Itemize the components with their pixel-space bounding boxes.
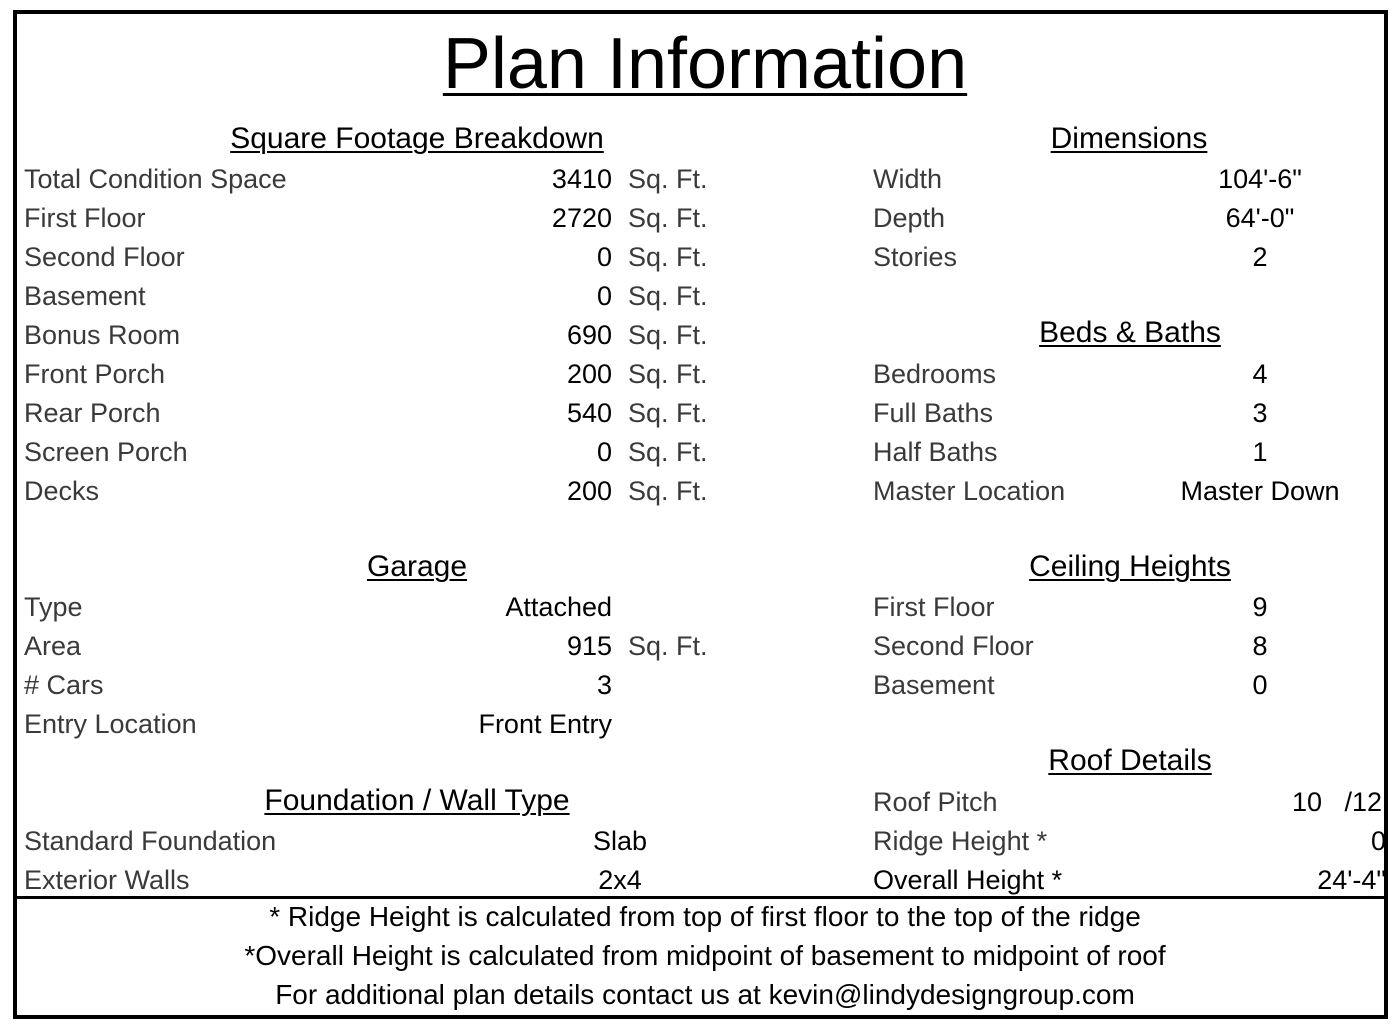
row-label: Decks — [24, 476, 100, 506]
row-value: Front Entry — [478, 709, 612, 739]
row-label: Second Floor — [24, 242, 185, 272]
row-value: 2720 — [551, 203, 612, 233]
foundation-heading: Foundation / Wall Type — [264, 784, 570, 817]
row-value: 200 — [566, 476, 612, 506]
row-unit: Sq. Ft. — [628, 281, 708, 311]
row-unit: Sq. Ft. — [628, 320, 708, 350]
row-value: 3410 — [551, 164, 612, 194]
row-label: Full Baths — [873, 398, 994, 428]
square-footage-heading: Square Footage Breakdown — [230, 122, 604, 155]
row-value: 64'-0" — [1225, 203, 1295, 233]
row-label: # Cars — [24, 670, 104, 700]
row-value: 4 — [1252, 359, 1268, 389]
row-label: Bonus Room — [24, 320, 181, 350]
row-label: Basement — [873, 670, 995, 700]
row-label: Stories — [873, 242, 958, 272]
row-label: Master Location — [873, 476, 1066, 506]
row-label: Total Condition Space — [24, 164, 287, 194]
notes-divider — [13, 896, 1388, 899]
row-value: 200 — [566, 359, 612, 389]
row-value: 3 — [1252, 398, 1268, 428]
row-value: 915 — [566, 631, 612, 661]
row-label: Overall Height * — [873, 865, 1063, 895]
row-label: Screen Porch — [24, 437, 188, 467]
row-value: Master Down — [1180, 476, 1340, 506]
row-label: Exterior Walls — [24, 865, 190, 895]
row-value: 0 — [596, 242, 612, 272]
row-label: Front Porch — [24, 359, 166, 389]
row-unit: Sq. Ft. — [628, 476, 708, 506]
row-label: Width — [873, 164, 943, 194]
row-label: Bedrooms — [873, 359, 997, 389]
page-title: Plan Information — [442, 24, 968, 104]
row-value: 8 — [1252, 631, 1268, 661]
roof-pitch-suffix: /12 — [1344, 787, 1382, 817]
row-value: 2 — [1252, 242, 1268, 272]
row-value: Attached — [505, 592, 612, 622]
row-label: Second Floor — [873, 631, 1034, 661]
row-unit: Sq. Ft. — [628, 398, 708, 428]
row-value: 540 — [566, 398, 612, 428]
row-value: 104'-6" — [1218, 164, 1302, 194]
row-unit: Sq. Ft. — [628, 437, 708, 467]
roof-heading: Roof Details — [1048, 744, 1212, 777]
row-label: First Floor — [873, 592, 995, 622]
row-label: Type — [24, 592, 83, 622]
contact-note: For additional plan details contact us at kevin@lindydesigngroup.com — [275, 979, 1135, 1010]
garage-heading: Garage — [366, 550, 468, 583]
row-label: First Floor — [24, 203, 146, 233]
row-unit: Sq. Ft. — [628, 164, 708, 194]
beds-baths-heading: Beds & Baths — [1039, 316, 1221, 349]
row-label: Standard Foundation — [24, 826, 277, 856]
row-label: Depth — [873, 203, 946, 233]
row-unit: Sq. Ft. — [628, 359, 708, 389]
row-value: 3 — [596, 670, 612, 700]
row-unit: Sq. Ft. — [628, 203, 708, 233]
row-label: Rear Porch — [24, 398, 161, 428]
row-value: Slab — [592, 826, 648, 856]
row-value: 24'-4" — [1317, 865, 1386, 895]
ridge-height-note: * Ridge Height is calculated from top of first floor to the top of the ridge — [269, 901, 1141, 932]
row-value: 0 — [596, 281, 612, 311]
ceiling-heights-heading: Ceiling Heights — [1029, 550, 1231, 583]
row-label: Roof Pitch — [873, 787, 998, 817]
row-label: Area — [24, 631, 82, 661]
row-value: 9 — [1252, 592, 1268, 622]
row-value: 0 — [596, 437, 612, 467]
roof-pitch-value: 10 — [1291, 787, 1322, 817]
row-label: Basement — [24, 281, 146, 311]
row-label: Ridge Height * — [873, 826, 1048, 856]
row-value: 1 — [1252, 437, 1268, 467]
row-unit: Sq. Ft. — [628, 631, 708, 661]
row-value: 690 — [566, 320, 612, 350]
row-value: 2x4 — [598, 865, 642, 895]
overall-height-note: *Overall Height is calculated from midpoint of basement to midpoint of roof — [244, 940, 1166, 971]
dimensions-heading: Dimensions — [1050, 122, 1208, 155]
row-value: 0 — [1252, 670, 1268, 700]
row-unit: Sq. Ft. — [628, 242, 708, 272]
row-label: Entry Location — [24, 709, 197, 739]
row-label: Half Baths — [873, 437, 998, 467]
row-value: 0 — [1370, 826, 1386, 856]
